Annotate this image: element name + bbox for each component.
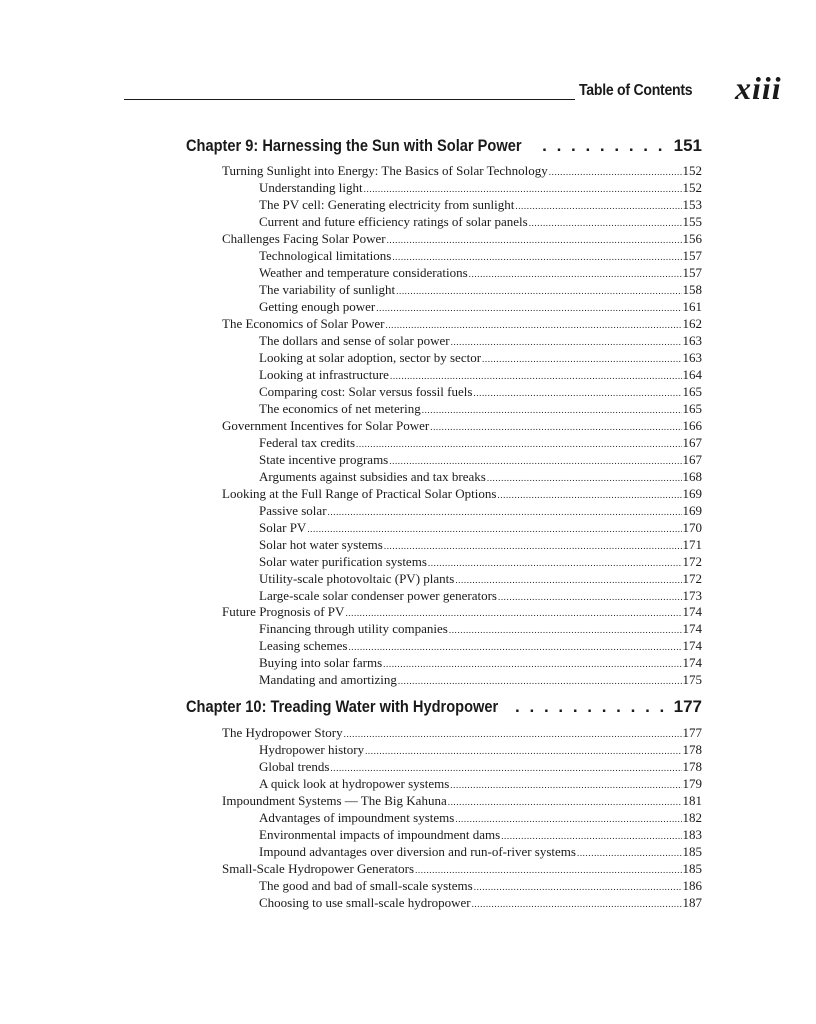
chapter-page: 151	[673, 136, 702, 155]
chapter-10-heading	[186, 697, 702, 719]
toc-entry: The Hydropower Story ..... 177	[222, 724, 702, 741]
chapter-9-heading	[186, 136, 702, 158]
toc-entry: Choosing to use small-scale hydropower ..... 187	[259, 894, 702, 911]
toc-entry: Current and future efficiency ratings of solar panels ..... 155	[259, 213, 702, 230]
toc-entry: Financing through utility companies ..... 174	[259, 620, 702, 637]
toc-entry: Passive solar ..... 169	[259, 502, 702, 519]
toc-entry: Comparing cost: Solar versus fossil fuels ..... 165	[259, 383, 702, 400]
toc-entry: Solar water purification systems ..... 172	[259, 553, 702, 570]
toc-entry: Looking at infrastructure ..... 164	[259, 366, 702, 383]
page-number: xiii	[735, 70, 782, 106]
toc-entry: The Economics of Solar Power ..... 162	[222, 315, 702, 332]
chapter-title: Chapter 9: Harnessing the Sun with Solar Power	[186, 136, 522, 155]
toc-entry: State incentive programs ..... 167	[259, 451, 702, 468]
toc-entry: Impound advantages over diversion and run-of-river systems ..... 185	[259, 843, 702, 860]
toc-entry: Global trends ..... 178	[259, 758, 702, 775]
toc-entry: Looking at the Full Range of Practical Solar Options ..... 169	[222, 485, 702, 502]
toc-entry: Buying into solar farms ..... 174	[259, 654, 702, 671]
toc-entry: Utility-scale photovoltaic (PV) plants ..... 172	[259, 570, 702, 587]
toc-entry: Getting enough power ..... 161	[259, 298, 702, 315]
toc-entry: The economics of net metering ..... 165	[259, 400, 702, 417]
toc-entry: Challenges Facing Solar Power ..... 156	[222, 230, 702, 247]
toc-entry: Advantages of impoundment systems ..... 182	[259, 809, 702, 826]
toc-entry: Technological limitations ..... 157	[259, 247, 702, 264]
toc-entry: Environmental impacts of impoundment dams ..... 183	[259, 826, 702, 843]
toc-entry: Government Incentives for Solar Power ..... 166	[222, 417, 702, 434]
dot-leader	[542, 136, 671, 156]
toc-entry: Future Prognosis of PV ..... 174	[222, 603, 702, 620]
toc-entry: The PV cell: Generating electricity from sunlight ..... 153	[259, 196, 702, 213]
dot-leader	[515, 697, 672, 717]
toc-entry: Weather and temperature considerations ..... 157	[259, 264, 702, 281]
toc-entry: The variability of sunlight ..... 158	[259, 281, 702, 298]
running-head-title: Table of Contents	[579, 82, 693, 99]
toc-entry: Understanding light ..... 152	[259, 179, 702, 196]
toc-entry: The dollars and sense of solar power ..... 163	[259, 332, 702, 349]
chapter-title: Chapter 10: Treading Water with Hydropower	[186, 697, 499, 716]
toc-entry: Large-scale solar condenser power generators ..... 173	[259, 587, 702, 604]
toc-entry: Arguments against subsidies and tax breaks ..... 168	[259, 468, 702, 485]
toc-entry: Federal tax credits ..... 167	[259, 434, 702, 451]
toc-entry: Turning Sunlight into Energy: The Basics of Solar Technology ..... 152	[222, 162, 702, 179]
chapter-page: 177	[673, 697, 702, 716]
toc-entry: Looking at solar adoption, sector by sector ..... 163	[259, 349, 702, 366]
toc-entry: Mandating and amortizing ..... 175	[259, 671, 702, 688]
toc-entry: Impoundment Systems — The Big Kahuna ..... 181	[222, 792, 702, 809]
toc-entry: Small-Scale Hydropower Generators ..... 185	[222, 860, 702, 877]
toc-entry: A quick look at hydropower systems ..... 179	[259, 775, 702, 792]
toc-entry: The good and bad of small-scale systems ..... 186	[259, 877, 702, 894]
toc-entry: Solar hot water systems ..... 171	[259, 536, 702, 553]
toc-entry: Solar PV ..... 170	[259, 519, 702, 536]
toc-entry: Hydropower history ..... 178	[259, 741, 702, 758]
toc-entry: Leasing schemes ..... 174	[259, 637, 702, 654]
